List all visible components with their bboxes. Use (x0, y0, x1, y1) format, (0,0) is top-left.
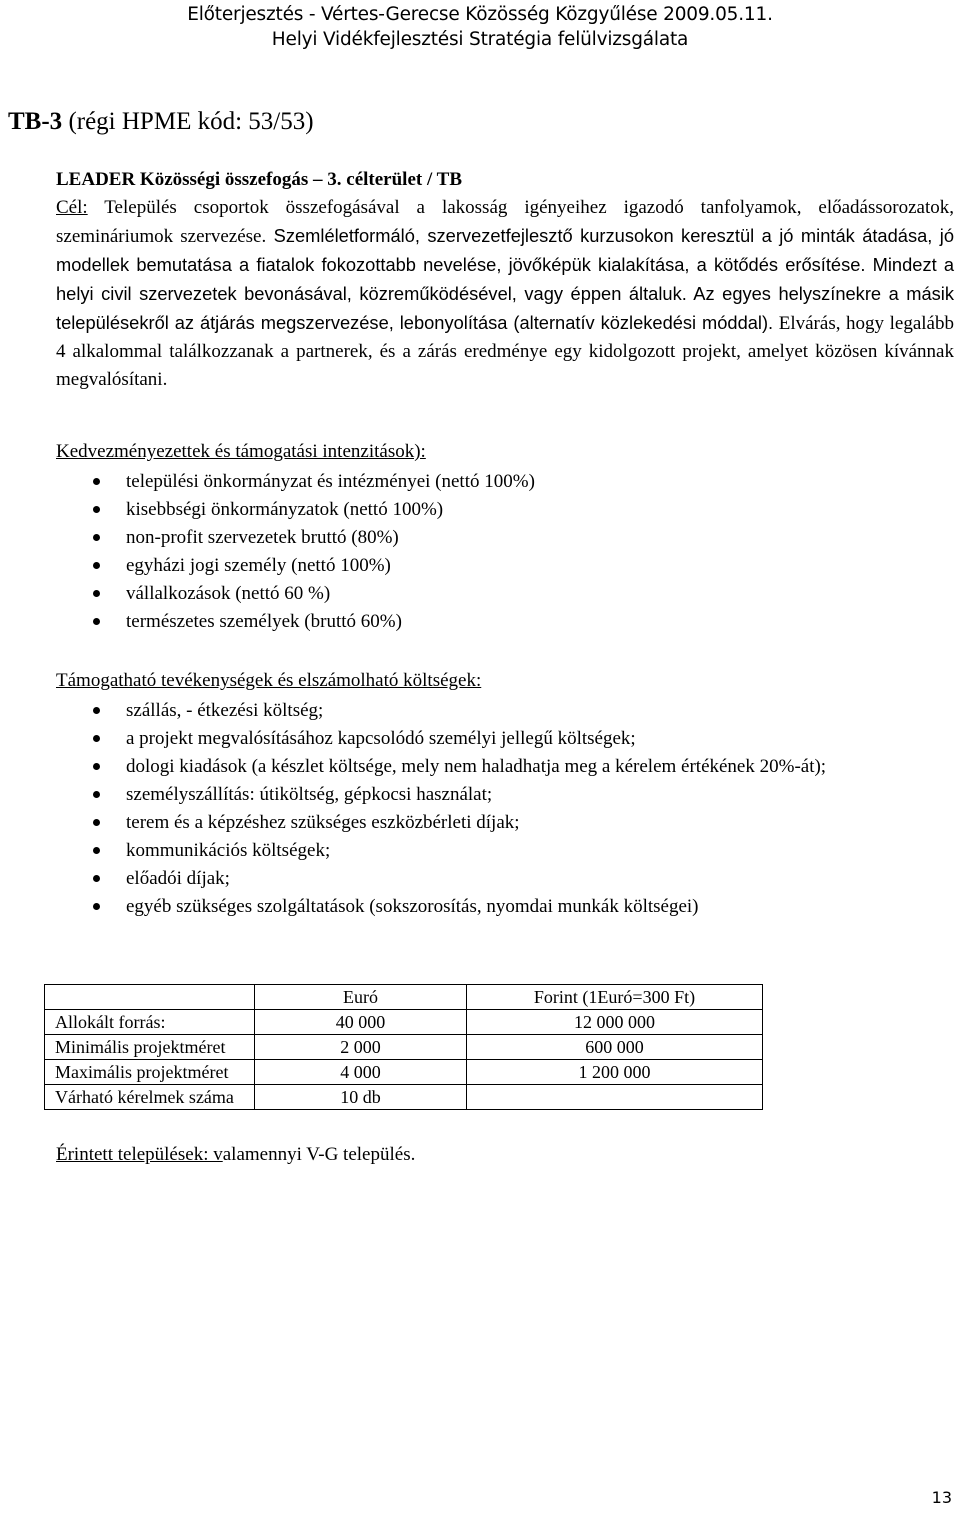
table-row (45, 1060, 763, 1085)
beneficiaries-heading: Kedvezményezettek és támogatási intenzitások): (56, 441, 426, 462)
beneficiaries-list (56, 468, 954, 636)
list-item: egyéb szükséges szolgáltatások (sokszorosítás, nyomdai munkák költségei) (56, 893, 954, 921)
table-cell: 2 000 (255, 1035, 467, 1060)
list-item: előadói díjak; (56, 865, 954, 893)
affected-label: Érintett települések: v (56, 1144, 223, 1165)
table-cell (467, 1085, 763, 1110)
goal-label: Cél: (56, 197, 88, 218)
activities-heading: Támogatható tevékenységek és elszámolható költségek: (56, 670, 482, 691)
list-item: szállás, - étkezési költség; (56, 697, 954, 725)
list-item: a projekt megvalósításához kapcsolódó személyi jellegű költségek; (56, 725, 954, 753)
affected-settlements (56, 1141, 954, 1169)
table-cell: Minimális projektméret (45, 1035, 255, 1060)
bullet-icon (93, 763, 100, 770)
table-cell: 600 000 (467, 1035, 763, 1060)
table-cell: 1 200 000 (467, 1060, 763, 1085)
bullet-icon (93, 791, 100, 798)
beneficiaries-block (56, 438, 954, 636)
list-item: vállalkozások (nettó 60 %) (56, 580, 954, 608)
funding-table (44, 984, 763, 1110)
document-title (8, 106, 314, 138)
activities-block (56, 667, 954, 921)
bullet-icon (93, 819, 100, 826)
list-item: terem és a képzéshez szükséges eszközbérleti díjak; (56, 809, 954, 837)
table-cell: Allokált forrás: (45, 1010, 255, 1035)
bullet-icon (93, 707, 100, 714)
section-heading: LEADER Közösségi összefogás – 3. célterület / TB (56, 169, 462, 190)
list-item: kommunikációs költségek; (56, 837, 954, 865)
table-cell: Forint (1Euró=300 Ft) (467, 985, 763, 1010)
section-body (56, 166, 954, 394)
table-row (45, 1035, 763, 1060)
bullet-icon (93, 562, 100, 569)
bullet-icon (93, 590, 100, 597)
table-cell: 12 000 000 (467, 1010, 763, 1035)
table-header-row (45, 985, 763, 1010)
bullet-icon (93, 618, 100, 625)
list-item: települési önkormányzat és intézményei (nettó 100%) (56, 468, 954, 496)
expectation-text: Elvárás, hogy legalább 4 alkalommal találkozzanak a partnerek, és a zárás eredménye egy kidolgozott projekt, amelyet közösen kívánnak megvalósítani. (56, 313, 954, 390)
header-line-1: Előterjesztés - Vértes-Gerecse Közösség Közgyűlése 2009.05.11. (187, 4, 773, 25)
list-item: egyházi jogi személy (nettó 100%) (56, 552, 954, 580)
header-line-2: Helyi Vidékfejlesztési Stratégia felülvizsgálata (271, 29, 689, 50)
bullet-icon (93, 534, 100, 541)
list-item: személyszállítás: útiköltség, gépkocsi használat; (56, 781, 954, 809)
goal-sans-text: Szemléletformáló, szervezetfejlesztő kurzusokon keresztül a jó minták átadása, jó modellek bemutatása a fiatalok fokozottabb nevelése, jövőképük kialakítása, a kötődés erősítése. Mindezt a helyi civil szervezetek bevonásával, közreműködésével, vagy éppen általuk. Az egyes helyszínekre a másik településekről az átjárás megszervezése, lebonyolítása (alternatív közlekedési móddal). (56, 225, 954, 333)
table-cell: Maximális projektméret (45, 1060, 255, 1085)
table-cell: Várható kérelmek száma (45, 1085, 255, 1110)
affected-text: alamennyi V-G település. (222, 1144, 416, 1165)
list-item: non-profit szervezetek bruttó (80%) (56, 524, 954, 552)
bullet-icon (93, 903, 100, 910)
bullet-icon (93, 875, 100, 882)
table-cell (45, 985, 255, 1010)
activities-list (56, 697, 954, 921)
table-cell: 4 000 (255, 1060, 467, 1085)
list-item: természetes személyek (bruttó 60%) (56, 608, 954, 636)
table-cell: Euró (255, 985, 467, 1010)
page-number: 13 (931, 1488, 952, 1507)
title-rest: (régi HPME kód: 53/53) (62, 108, 314, 135)
table-cell: 10 db (255, 1085, 467, 1110)
bullet-icon (93, 735, 100, 742)
table-row (45, 1010, 763, 1035)
goal-text: Település csoportok összefogásával a lakosság igényeihez igazodó tanfolyamok, előadássorozatok, szemináriumok szervezése. (56, 197, 954, 247)
page-header (0, 2, 960, 52)
goal-paragraph (56, 194, 954, 394)
bullet-icon (93, 847, 100, 854)
table-row (45, 1085, 763, 1110)
bullet-icon (93, 506, 100, 513)
list-item: kisebbségi önkormányzatok (nettó 100%) (56, 496, 954, 524)
list-item: dologi kiadások (a készlet költsége, mely nem haladhatja meg a kérelem értékének 20%-át); (56, 753, 954, 781)
table-cell: 40 000 (255, 1010, 467, 1035)
title-code: TB-3 (8, 108, 63, 135)
bullet-icon (93, 478, 100, 485)
